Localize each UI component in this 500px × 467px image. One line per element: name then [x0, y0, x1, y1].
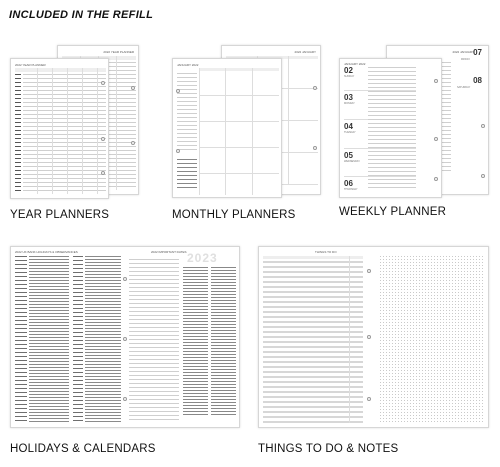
monthly-front-title: JANUARY 2022: [177, 63, 199, 67]
day-name: SUNDAY: [344, 75, 355, 78]
holidays-calendar-spread: [10, 246, 240, 428]
day-name: FRIDAY: [461, 58, 470, 61]
mini-calendars-left: [183, 267, 208, 417]
caption-year-planners: YEAR PLANNERS: [10, 209, 110, 221]
day-name: WEDNESDAY: [344, 160, 360, 163]
weekday-band: [199, 68, 279, 71]
notes-dot-grid: [379, 255, 484, 423]
caption-holidays-calendars: HOLIDAYS & CALENDARS: [10, 443, 156, 455]
year-planner-front-title: 2022 YEAR PLANNER: [15, 63, 46, 67]
page-header: INCLUDED IN THE REFILL: [9, 9, 154, 21]
week-lines: [368, 67, 416, 191]
mini-calendars-right: [211, 267, 236, 417]
holiday-dates: [15, 256, 27, 424]
day-number: 07: [473, 48, 482, 57]
mini-calendar: [177, 159, 197, 189]
holidays-title: 2022 UK BANK HOLIDAYS & OBSERVANCES: [15, 250, 78, 254]
holiday-dates: [73, 256, 83, 424]
day-number: 03: [344, 93, 353, 102]
monthly-back-title: 2022 JANUARY: [294, 50, 316, 54]
todo-title: THINGS TO DO: [315, 250, 337, 254]
todo-header-band: [263, 256, 363, 259]
todo-notes-spread: [258, 246, 489, 428]
year-planner-front-page: [10, 58, 109, 199]
day-number: 02: [344, 66, 353, 75]
day-number: 04: [344, 122, 353, 131]
important-dates-title: 2022 IMPORTANT DATES: [151, 250, 187, 254]
year-planner-back-title: 2022 YEAR PLANNER: [103, 50, 134, 54]
important-dates-lines: [129, 259, 179, 423]
grid-rows: [23, 74, 106, 194]
weekly-front-title: JANUARY 2022: [344, 62, 366, 66]
day-number: 05: [344, 151, 353, 160]
weekly-planner-front-page: [339, 58, 442, 198]
holiday-names-right: [85, 256, 121, 424]
todo-lines: [263, 261, 363, 423]
caption-todo-notes: THINGS TO DO & NOTES: [258, 443, 399, 455]
day-name: SATURDAY: [457, 86, 471, 89]
monthly-planner-front-page: [172, 58, 282, 198]
day-name: MONDAY: [344, 102, 355, 105]
calendar-year: 2023: [187, 251, 218, 265]
day-number: 06: [344, 179, 353, 188]
header-band: [15, 68, 106, 72]
caption-weekly-planner: WEEKLY PLANNER: [339, 206, 447, 218]
weekly-back-title: 2022 JANUARY: [452, 50, 474, 54]
day-name: TUESDAY: [344, 131, 356, 134]
notes-lines: [177, 73, 197, 153]
day-column: [15, 74, 21, 194]
day-name: THURSDAY: [344, 188, 358, 191]
holiday-names-left: [29, 256, 69, 424]
day-number: 08: [473, 76, 482, 85]
caption-monthly-planners: MONTHLY PLANNERS: [172, 209, 296, 221]
